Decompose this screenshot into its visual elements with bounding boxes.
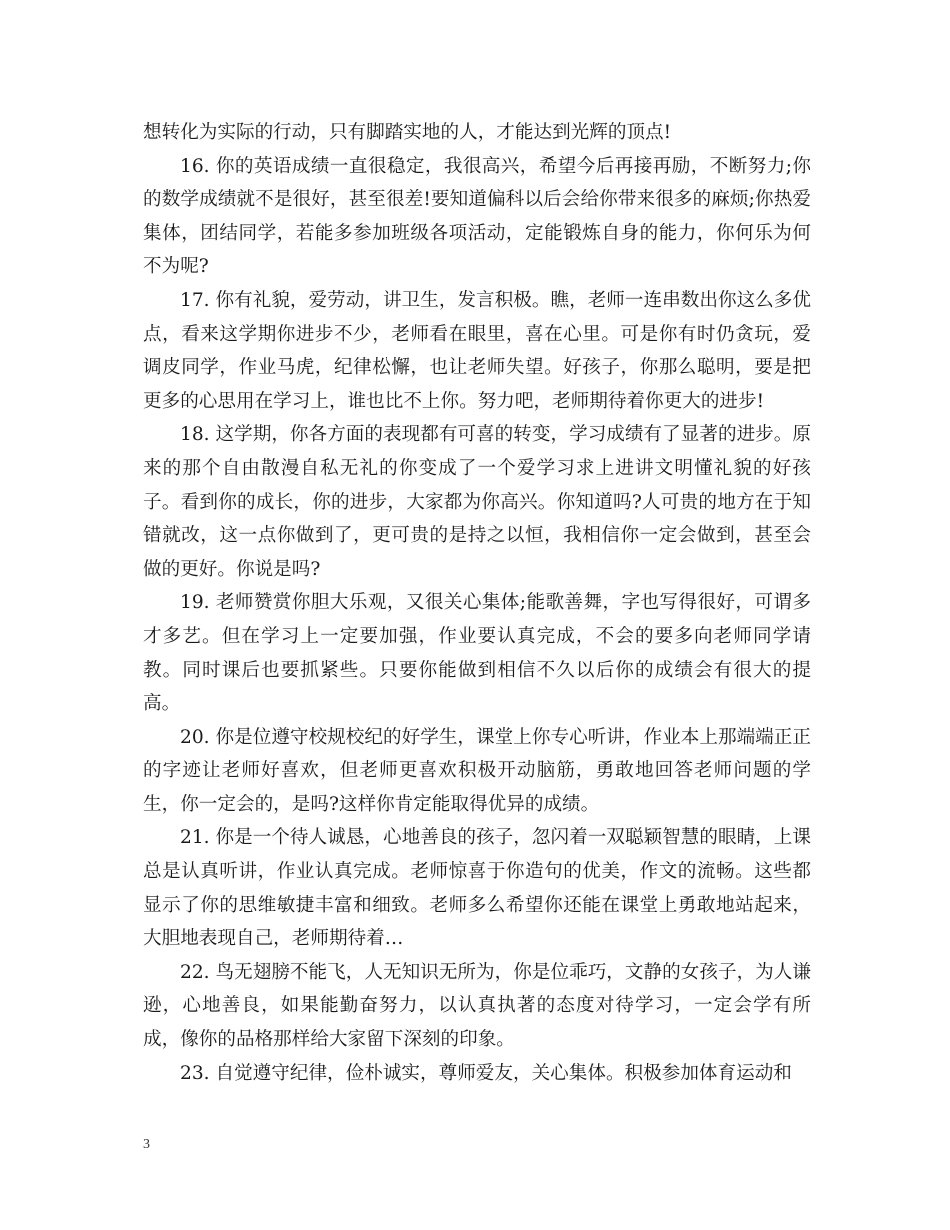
paragraph-continuation: 想转化为实际的行动，只有脚踏实地的人，才能达到光辉的顶点! [143, 122, 672, 143]
paragraph-18: 18. 这学期，你各方面的表现都有可喜的转变，学习成绩有了显著的进步。原来的那个自由散漫自私无礼的你变成了一个爱学习求上进讲文明懂礼貌的好孩子。看到你的成长，你的进步，大家都为你高兴。你知道吗?人可贵的地方在于知错就改，这一点你做到了，更可贵的是持之以恒，我相信你一定会做到，甚至会做的更好。你说是吗? [143, 424, 811, 580]
paragraph-20: 20. 你是位遵守校规校纪的好学生，课堂上你专心听讲，作业本上那端端正正的字迹让老师好喜欢，但老师更喜欢积极开动脑筋，勇敢地回答老师问题的学生，你一定会的，是吗?这样你肯定能取得优异的成绩。 [143, 726, 811, 815]
paragraph-21: 21. 你是一个待人诚恳，心地善良的孩子，忽闪着一双聪颖智慧的眼睛，上课总是认真听讲，作业认真完成。老师惊喜于你造句的优美，作文的流畅。这些都显示了你的思维敏捷丰富和细致。老师多么希望你还能在课堂上勇敢地站起来，大胆地表现自己，老师期待着… [143, 827, 811, 950]
paragraph-23: 23. 自觉遵守纪律，俭朴诚实，尊师爱友，关心集体。积极参加体育运动和 [180, 1062, 792, 1084]
paragraph-17: 17. 你有礼貌，爱劳动，讲卫生，发言积极。瞧，老师一连串数出你这么多优点，看来这学期你进步不少，老师看在眼里，喜在心里。可是你有时仍贪玩，爱调皮同学，作业马虎，纪律松懈，也让老师失望。好孩子，你那么聪明，要是把更多的心思用在学习上，谁也比不上你。努力吧，老师期待着你更大的进步! [143, 289, 811, 412]
paragraph-19: 19. 老师赞赏你胆大乐观，又很关心集体;能歌善舞，字也写得很好，可谓多才多艺。但在学习上一定要加强，作业要认真完成，不会的要多向老师同学请教。同时课后也要抓紧些。只要你能做到相信不久以后你的成绩会有很大的提高。 [143, 592, 811, 715]
page-number: 3 [143, 1137, 150, 1152]
paragraph-22: 22. 鸟无翅膀不能飞，人无知识无所为，你是位乖巧，文静的女孩子，为人谦逊，心地善良，如果能勤奋努力，以认真执著的态度对待学习，一定会学有所成，像你的品格那样给大家留下深刻的印象。 [143, 961, 811, 1051]
paragraph-16: 16. 你的英语成绩一直很稳定，我很高兴，希望今后再接再励，不断努力;你的数学成绩就不是很好，甚至很差!要知道偏科以后会给你带来很多的麻烦;你热爱集体，团结同学，若能多参加班级各项活动，定能锻炼自身的能力，你何乐为何不为呢? [143, 155, 811, 278]
document-body [143, 116, 811, 1090]
